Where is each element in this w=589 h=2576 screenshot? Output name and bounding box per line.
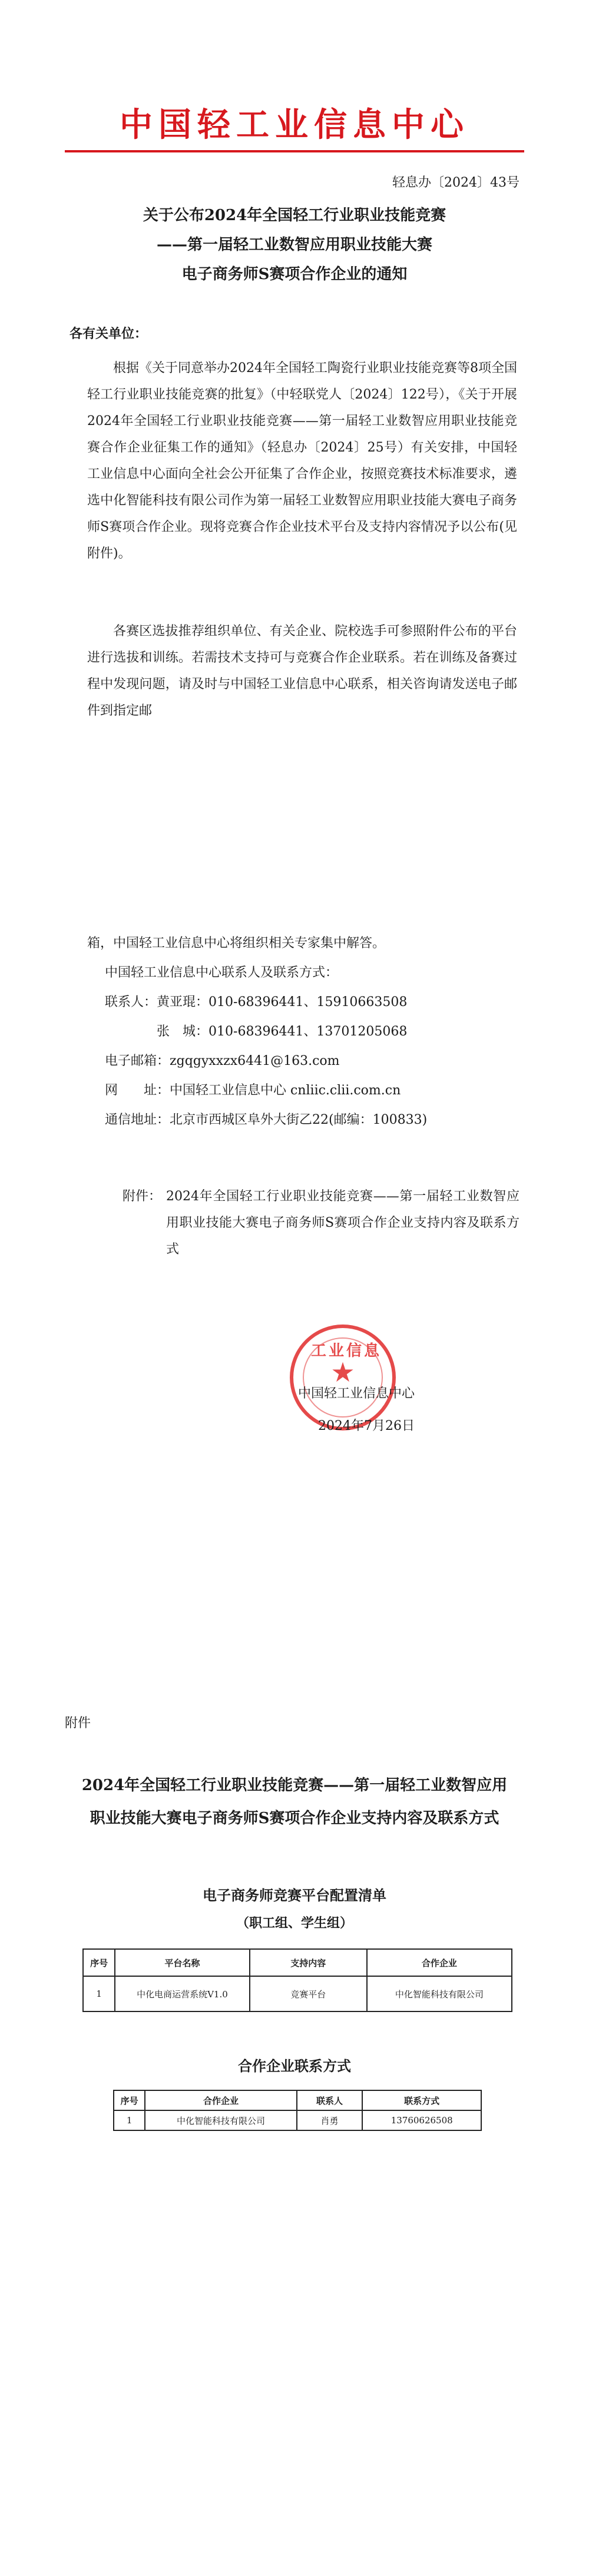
official-seal bbox=[290, 1324, 396, 1430]
enterprise-contact-table bbox=[113, 2090, 482, 2131]
address-row bbox=[105, 1107, 427, 1133]
column-header: 平台名称 bbox=[115, 1949, 250, 1976]
annex-title-line-1: 2024年全国轻工行业职业技能竞赛——第一届轻工业数智应用 bbox=[81, 1777, 508, 1794]
column-header: 联系方式 bbox=[362, 2090, 481, 2110]
table-row bbox=[114, 2110, 481, 2130]
signature-date: 2024年7月26日 bbox=[318, 1419, 415, 1433]
letterhead-divider bbox=[65, 150, 524, 152]
column-header: 合作企业 bbox=[145, 2090, 296, 2110]
table-cell: 中化智能科技有限公司 bbox=[145, 2110, 296, 2130]
column-header: 联系人 bbox=[297, 2090, 363, 2110]
website-label: 网 址： bbox=[105, 1083, 170, 1098]
document-number: 轻息办〔2024〕43号 bbox=[392, 175, 519, 190]
annex-title-line-2: 职业技能大赛电子商务师S赛项合作企业支持内容及联系方式 bbox=[90, 1810, 499, 1827]
address-label: 通信地址： bbox=[105, 1113, 170, 1127]
attachment-description: 2024年全国轻工行业职业技能竞赛——第一届轻工业数智应用职业技能大赛电子商务师S赛项合作企业支持内容及联系方式 bbox=[166, 1189, 519, 1257]
column-header: 序号 bbox=[114, 2090, 145, 2110]
table-header-row bbox=[83, 1949, 512, 1976]
email-label: 电子邮箱： bbox=[105, 1054, 170, 1068]
notice-title-line-3: 电子商务师S赛项合作企业的通知 bbox=[181, 265, 408, 283]
contact-name: 张 城 bbox=[157, 1024, 196, 1039]
address-value: 北京市西城区阜外大街乙22(邮编：100833) bbox=[170, 1113, 428, 1127]
notice-title-line-1: 关于公布2024年全国轻工行业职业技能竞赛 bbox=[143, 207, 446, 224]
platform-config-table bbox=[82, 1948, 512, 2012]
contact-row-2: 张 城：010-68396441、13701205068 bbox=[157, 1024, 408, 1039]
website-row bbox=[105, 1077, 401, 1104]
website-link[interactable]: 中国轻工业信息中心 cnliic.clii.com.cn bbox=[170, 1083, 401, 1098]
table-cell: 肖勇 bbox=[297, 2110, 363, 2130]
column-header: 合作企业 bbox=[367, 1949, 512, 1976]
contact-name: 黄亚琨 bbox=[157, 995, 196, 1010]
attachment-label: 附件： bbox=[123, 1189, 162, 1204]
column-header: 支持内容 bbox=[250, 1949, 367, 1976]
platform-table-subtitle: （职工组、学生组） bbox=[236, 1916, 353, 1931]
contact-phones: 010-68396441、13701205068 bbox=[209, 1024, 408, 1039]
contact-label: 联系人： bbox=[105, 995, 157, 1010]
seal-star-icon: ★ bbox=[330, 1356, 355, 1388]
notice-title-line-2: ——第一届轻工业数智应用职业技能大赛 bbox=[156, 236, 432, 254]
letterhead-title: 中国轻工业信息中心 bbox=[120, 106, 469, 144]
table-cell: 13760626508 bbox=[362, 2110, 481, 2130]
paragraph-2: 各赛区选拔推荐组织单位、有关企业、院校选手可参照附件公布的平台进行选拔和训练。若需技术支持可与竞赛合作企业联系。若在训练及备赛过程中发现问题，请及时与中国轻工业信息中心联系，相关咨询请发送电子邮件到指定邮 bbox=[87, 624, 517, 718]
contact-intro: 中国轻工业信息中心联系人及联系方式： bbox=[105, 965, 339, 980]
annex-label: 附件 bbox=[65, 1716, 91, 1731]
table-cell: 中化智能科技有限公司 bbox=[367, 1976, 512, 2011]
seal-text: 工业信息 bbox=[310, 1342, 382, 1360]
platform-table-title: 电子商务师竞赛平台配置清单 bbox=[203, 1887, 386, 1904]
table-cell: 1 bbox=[83, 1976, 115, 2011]
table-header-row bbox=[114, 2090, 481, 2110]
email-address[interactable]: zgqgyxxzx6441@163.com bbox=[170, 1054, 340, 1068]
salutation: 各有关单位： bbox=[70, 326, 148, 341]
paragraph-3: 箱，中国轻工业信息中心将组织相关专家集中解答。 bbox=[87, 936, 386, 951]
contact-row-1: 联系人：黄亚琨：010-68396441、15910663508 bbox=[105, 995, 408, 1010]
table-cell: 中化电商运营系统V1.0 bbox=[115, 1976, 250, 2011]
email-row bbox=[105, 1048, 340, 1074]
paragraph-1: 根据《关于同意举办2024年全国轻工陶瓷行业职业技能竞赛等8项全国轻工行业职业技能竞赛的批复》（中轻联党人〔2024〕122号），《关于开展2024年全国轻工行业职业技能竞赛——第一届轻工业数智应用职业技能竞赛合作企业征集工作的通知》（轻息办〔2024〕25号）有关安排，中国轻工业信息中心面向全社会公开征集了合作企业，按照竞赛技术标准要求，遴选中化智能科技有限公司作为第一届轻工业数智应用职业技能大赛电子商务师S赛项合作企业。现将竞赛合作企业技术平台及支持内容情况予以公布(见附件)。 bbox=[87, 361, 517, 561]
column-header: 序号 bbox=[83, 1949, 115, 1976]
contact-table-title: 合作企业联系方式 bbox=[238, 2057, 351, 2074]
contact-phones: 010-68396441、15910663508 bbox=[209, 995, 408, 1010]
table-cell: 1 bbox=[114, 2110, 145, 2130]
table-cell: 竞赛平台 bbox=[250, 1976, 367, 2011]
table-row bbox=[83, 1976, 512, 2011]
signature-org: 中国轻工业信息中心 bbox=[298, 1386, 415, 1401]
